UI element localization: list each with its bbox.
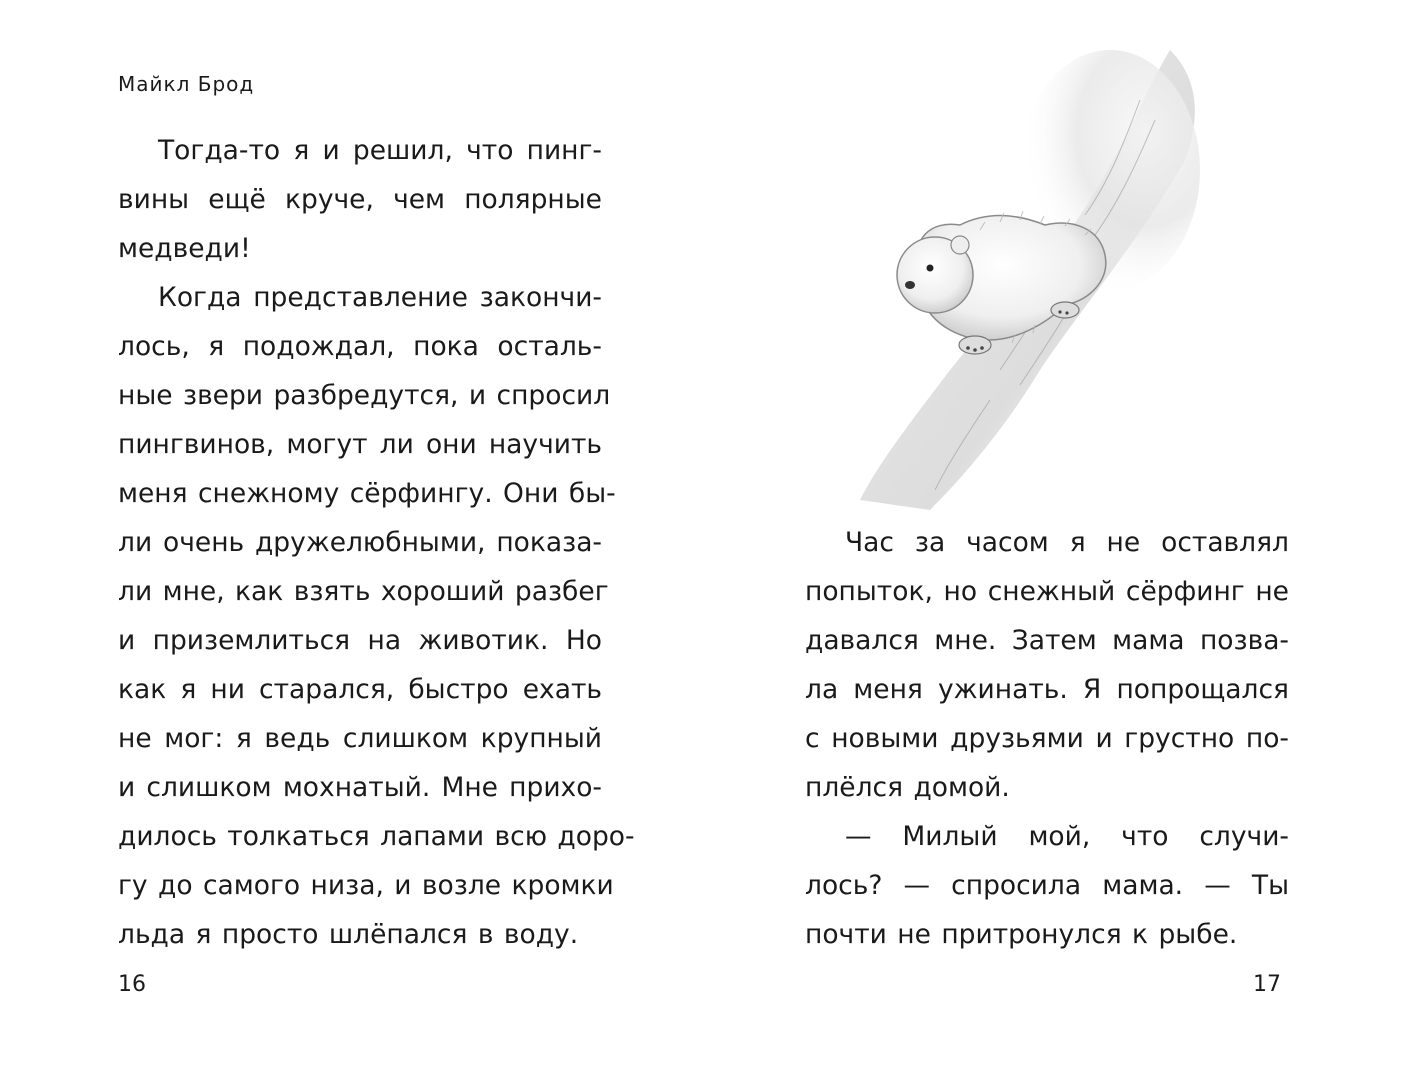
page-number-left: 16 — [118, 972, 146, 997]
text-line: почти не притронулся к рыбе. — [805, 919, 1238, 950]
running-head-author: Майкл Брод — [118, 72, 255, 96]
right-page-text — [805, 518, 1289, 959]
text-line: как я ни старался, быстро ехать — [118, 674, 602, 705]
text-line: льда я просто шлёпался в воду. — [118, 919, 579, 950]
text-line: ли мне, как взять хороший разбег — [118, 576, 609, 607]
text-line: Когда представление закончи- — [158, 282, 602, 313]
polar-bear-sliding-illustration — [840, 40, 1220, 520]
text-line: попыток, но снежный сёрфинг не — [805, 576, 1289, 607]
text-line: Час за часом я не оставлял — [845, 527, 1289, 558]
text-line: лось? — спросила мама. — Ты — [805, 870, 1289, 901]
text-line: — Милый мой, что случи- — [845, 821, 1289, 852]
text-line: не мог: я ведь слишком крупный — [118, 723, 602, 754]
text-line: ли очень дружелюбными, показа- — [118, 527, 602, 558]
text-line: лось, я подождал, пока осталь- — [118, 331, 602, 362]
left-page-text — [118, 126, 635, 959]
page-number-right: 17 — [1253, 972, 1281, 997]
text-line: гу до самого низа, и возле кромки — [118, 870, 614, 901]
text-line: и слишком мохнатый. Мне прихо- — [118, 772, 602, 803]
text-line: вины ещё круче, чем полярные — [118, 184, 602, 215]
text-line: и приземлиться на животик. Но — [118, 625, 602, 656]
text-line: медведи! — [118, 233, 251, 264]
text-line: дилось толкаться лапами всю доро- — [118, 821, 635, 852]
text-line: меня снежному сёрфингу. Они бы- — [118, 478, 616, 509]
text-line: ные звери разбредутся, и спросил — [118, 380, 611, 411]
text-line: с новыми друзьями и грустно по- — [805, 723, 1289, 754]
text-line: давался мне. Затем мама позва- — [805, 625, 1289, 656]
text-line: плёлся домой. — [805, 772, 1010, 803]
text-line: Тогда-то я и решил, что пинг- — [158, 135, 602, 166]
text-line: пингвинов, могут ли они научить — [118, 429, 602, 460]
text-line: ла меня ужинать. Я попрощался — [805, 674, 1289, 705]
